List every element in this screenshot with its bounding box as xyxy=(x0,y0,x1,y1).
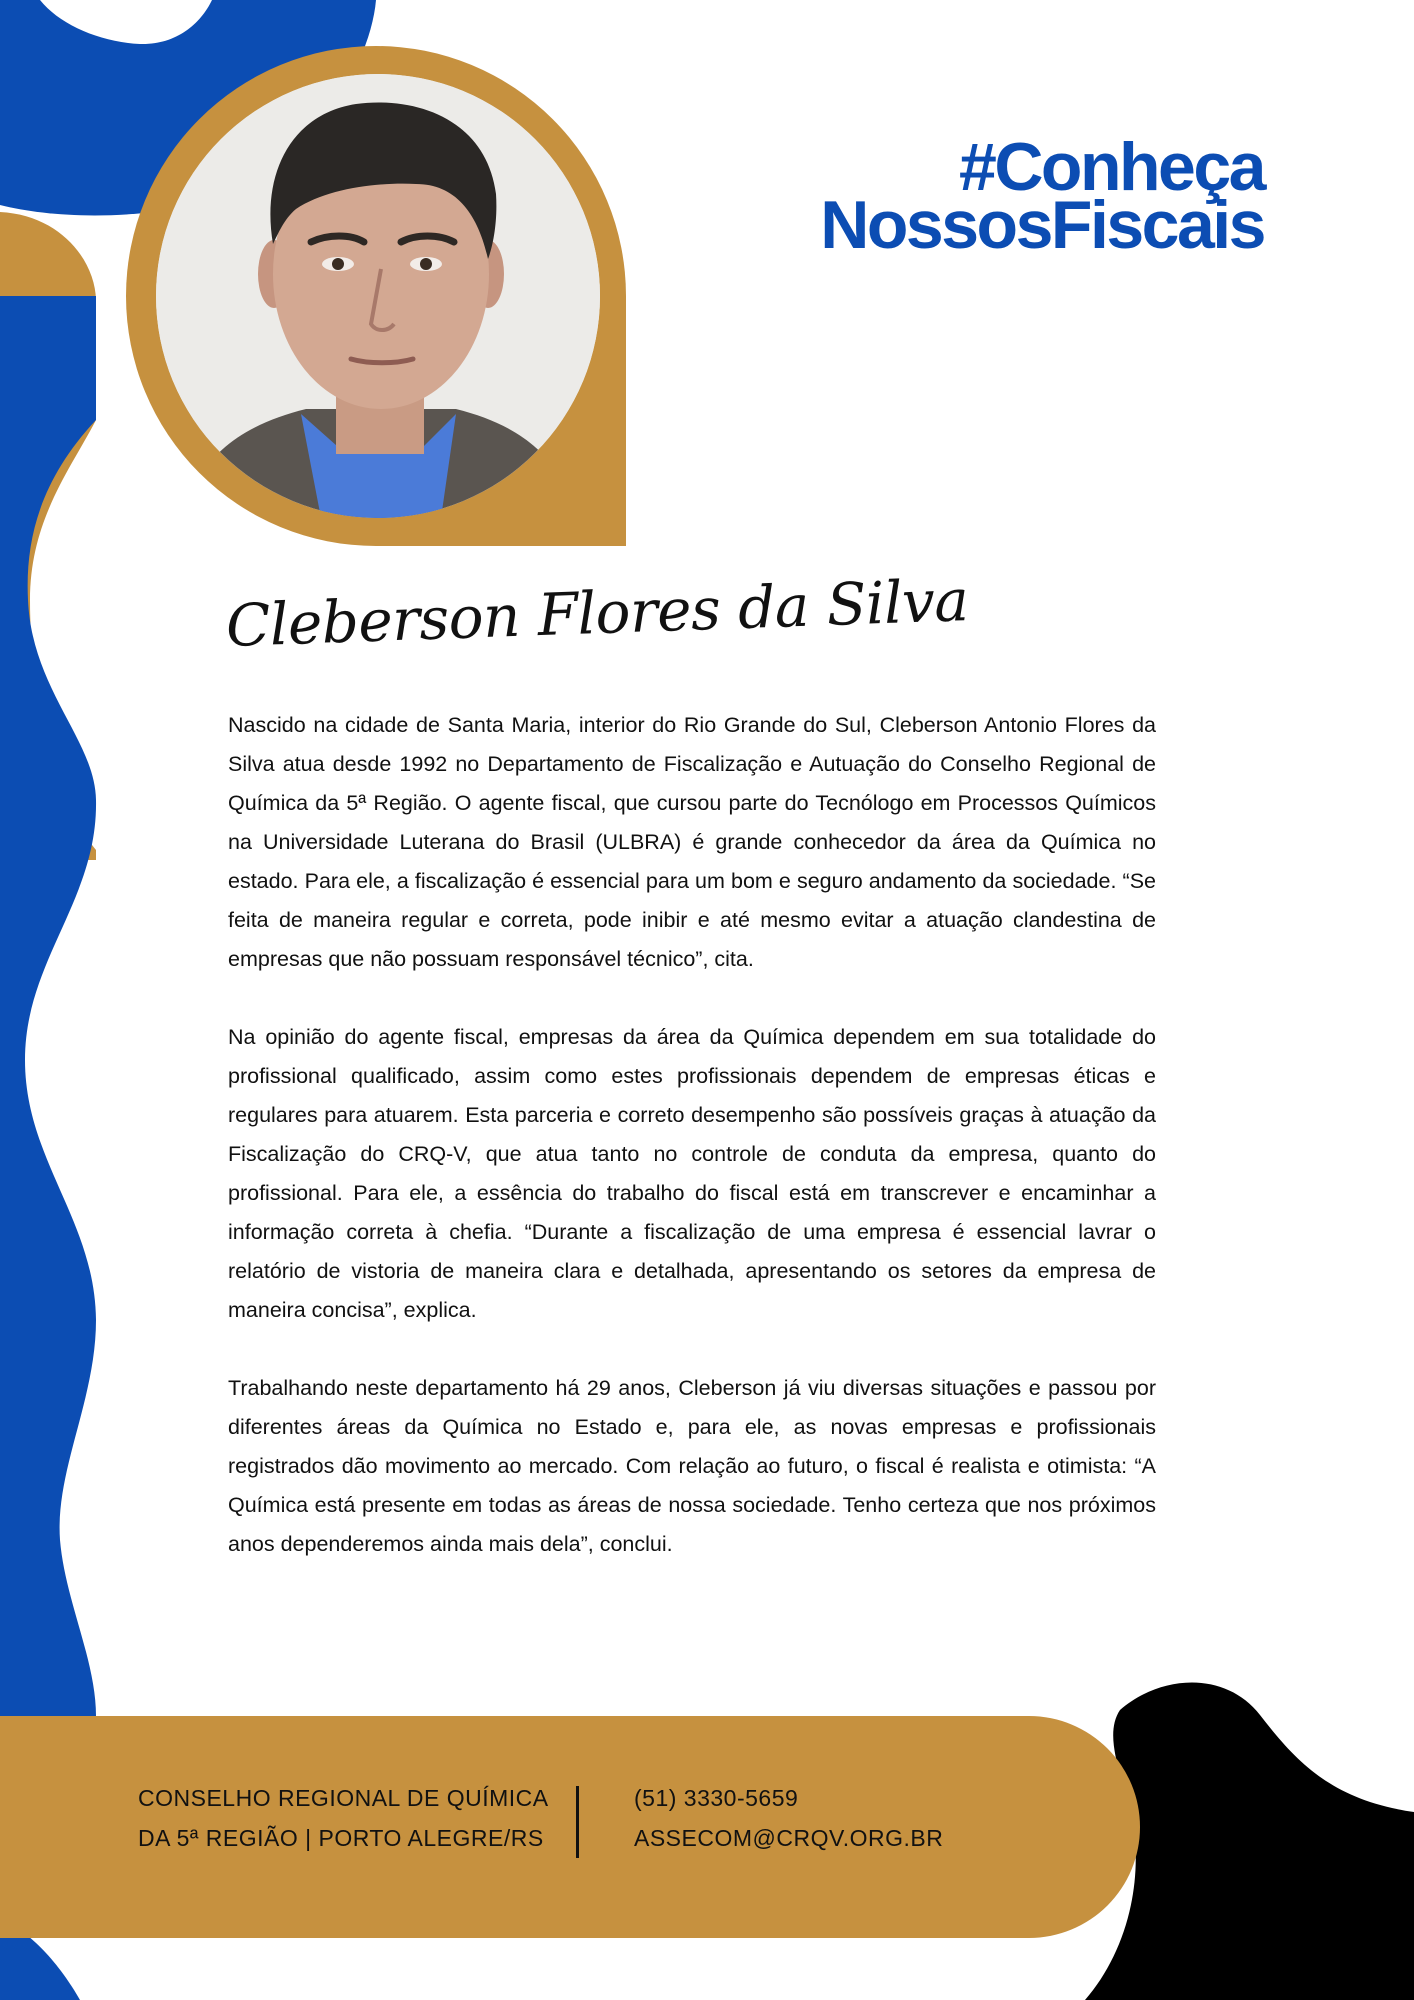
email-address: ASSECOM@CRQV.ORG.BR xyxy=(634,1825,944,1851)
organization-line-1: CONSELHO REGIONAL DE QUÍMICA xyxy=(138,1785,549,1811)
article-paragraph: Na opinião do agente fiscal, empresas da área da Química dependem em sua totalidade do profissional qualificado, assim como estes profissionais dependem de empresas éticas e regulares para atuarem. Esta parceria e correto desempenho são possíveis graças à atuação da Fiscalização do CRQ-V, que atua tanto no controle de conduta da empresa, quanto do profissional. Para ele, a essência do trabalho do fiscal está em transcrever e encaminhar a informação correta à chefia. “Durante a fiscalização de uma empresa é essencial lavrar o relatório de vistoria de maneira clara e detalhada, apresentando os setores da empresa de maneira concisa”, explica. xyxy=(228,1025,1156,1322)
article-paragraph: Nascido na cidade de Santa Maria, interior do Rio Grande do Sul, Cleberson Antonio Flores da Silva atua desde 1992 no Departamento de Fiscalização e Autuação do Conselho Regional de Química da 5ª Região. O agente fiscal, que cursou parte do Tecnólogo em Processos Químicos na Universidade Luterana do Brasil (ULBRA) é grande conhecedor da área da Química no estado. Para ele, a fiscalização é essencial para um bom e seguro andamento da sociedade. “Se feita de maneira regular e correta, pode inibir e até mesmo evitar a atuação clandestina de empresas que não possuam responsável técnico”, cita. xyxy=(228,713,1156,971)
hashtag-line-1: #Conheça xyxy=(959,129,1264,205)
phone-number: (51) 3330-5659 xyxy=(634,1785,799,1811)
portrait-photo xyxy=(156,74,600,518)
hashtag-title xyxy=(820,129,1264,263)
article-body xyxy=(228,706,1156,1603)
footer-divider xyxy=(576,1786,579,1858)
contact-info xyxy=(634,1778,943,1858)
profile-name: Cleberson Flores da Silva xyxy=(224,566,970,660)
organization-info xyxy=(138,1778,558,1858)
hashtag-line-2: NossosFiscais xyxy=(820,187,1264,263)
article-paragraph: Trabalhando neste departamento há 29 anos, Cleberson já viu diversas situações e passou por diferentes áreas da Química no Estado e, para ele, as novas empresas e profissionais registrados dão movimento ao mercado. Com relação ao futuro, o fiscal é realista e otimista: “A Química está presente em todas as áreas de nossa sociedade. Tenho certeza que nos próximos anos dependeremos ainda mais dela”, conclui. xyxy=(228,1376,1156,1556)
footer-banner xyxy=(0,1716,1140,1938)
organization-line-2: DA 5ª REGIÃO | PORTO ALEGRE/RS xyxy=(138,1825,544,1851)
